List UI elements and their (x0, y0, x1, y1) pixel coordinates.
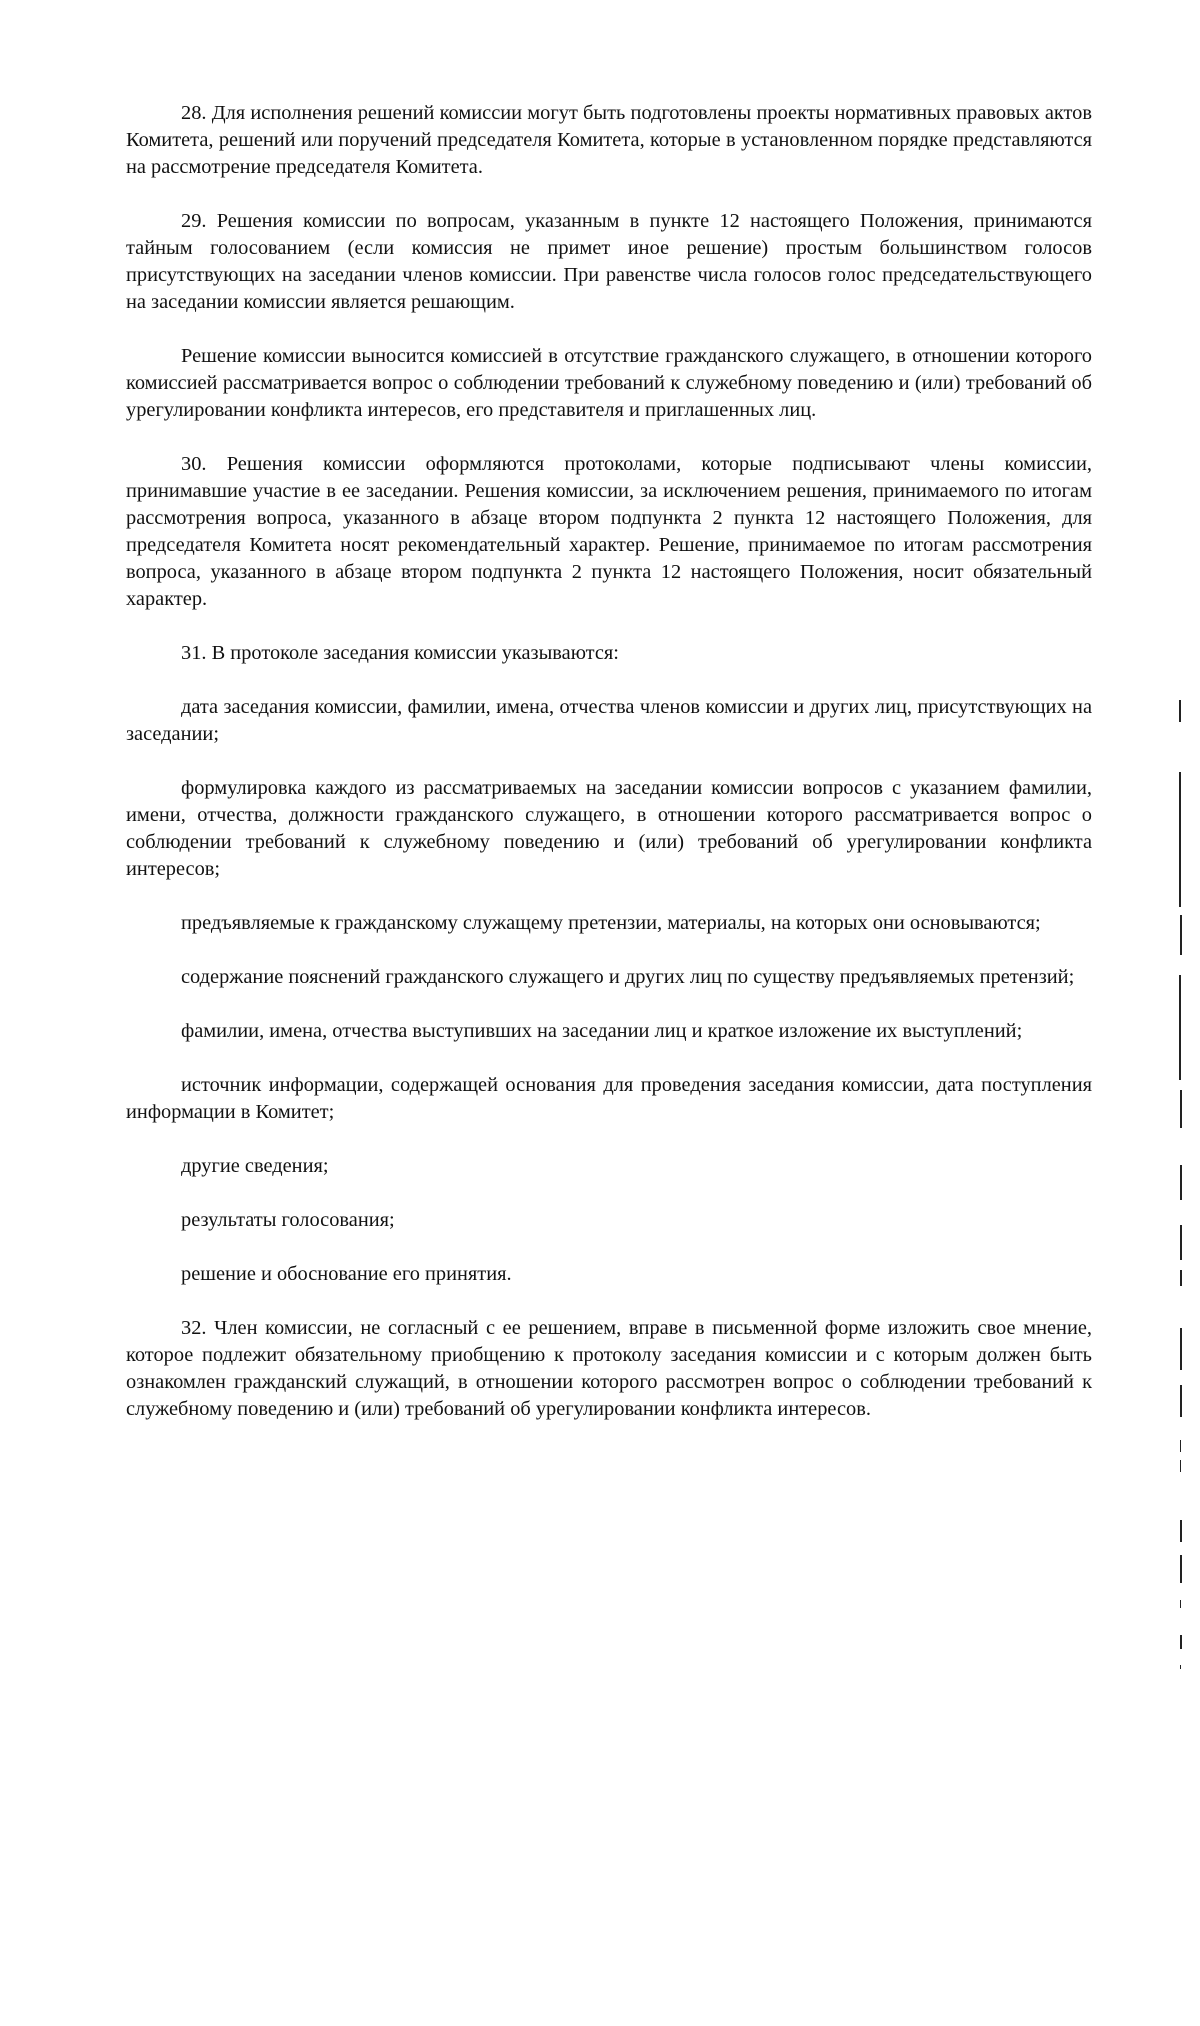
scan-mark (1180, 1090, 1182, 1128)
scan-mark (1179, 772, 1181, 907)
paragraph-30: 30. Решения комиссии оформляются протоколами, которые подписывают члены комиссии, принимавшие участие в ее заседании. Решения комиссии, за исключением решения, принимаемого по итогам рассмотрения вопроса, указанного в абзаце втором подпункта 2 пункта 12 настоящего Положения, для председателя Комитета носят рекомендательный характер. Решение, принимаемое по итогам рассмотрения вопроса, указанного в абзаце втором подпункта 2 пункта 12 настоящего Положения, носит обязательный характер. (126, 453, 1092, 610)
list-item-question-wording: формулировка каждого из рассматриваемых на заседании комиссии вопросов с указанием фамилии, имени, отчества, должности гражданского служащего, в отношении которого рассматривается вопрос о соблюдении требований к служебному поведению и (или) требований об урегулировании конфликта интересов; (126, 777, 1092, 880)
scan-mark (1180, 1635, 1182, 1649)
paragraph-32: 32. Член комиссии, не согласный с ее решением, вправе в письменной форме изложить свое мнение, которое подлежит обязательному приобщению к протоколу заседания комиссии и с которым должен быть ознакомлен гражданский служащий, в отношении которого рассмотрен вопрос о соблюдении требований к служебному поведению и (или) требований об урегулировании конфликта интересов. (126, 1317, 1092, 1420)
scan-mark (1180, 1460, 1181, 1472)
scan-mark (1180, 1520, 1182, 1542)
scan-mark (1180, 1385, 1182, 1417)
paragraph-29-decision: Решение комиссии выносится комиссией в отсутствие гражданского служащего, в отношении которого комиссией рассматривается вопрос о соблюдении требований к служебному поведению и (или) требований об урегулировании конфликта интересов, его представителя и приглашенных лиц. (126, 345, 1092, 421)
list-item-explanations: содержание пояснений гражданского служащего и других лиц по существу предъявляемых претензий; (181, 966, 1075, 988)
scan-mark (1180, 1600, 1181, 1608)
scan-mark (1179, 975, 1181, 1080)
paragraph-31: 31. В протоколе заседания комиссии указываются: (181, 642, 619, 664)
document-body (126, 100, 1092, 1450)
list-item-claims: предъявляемые к гражданскому служащему претензии, материалы, на которых они основываются; (181, 912, 1041, 934)
paragraph-29: 29. Решения комиссии по вопросам, указанным в пункте 12 настоящего Положения, принимаются тайным голосованием (если комиссия не примет иное решение) простым большинством голосов присутствующих на заседании членов комиссии. При равенстве числа голосов голос председательствующего на заседании комиссии является решающим. (126, 210, 1092, 313)
list-item-other-info: другие сведения; (181, 1155, 329, 1177)
paragraph-28: 28. Для исполнения решений комиссии могут быть подготовлены проекты нормативных правовых актов Комитета, решений или поручений председателя Комитета, которые в установленном порядке представляются на рассмотрение председателя Комитета. (126, 102, 1092, 178)
list-item-meeting-date: дата заседания комиссии, фамилии, имена, отчества членов комиссии и других лиц, присутствующих на заседании; (126, 696, 1092, 745)
scan-mark (1180, 1225, 1182, 1260)
scan-mark (1180, 1328, 1182, 1370)
scan-mark (1180, 915, 1182, 955)
scan-mark (1180, 1665, 1181, 1669)
scan-mark (1179, 700, 1181, 722)
scan-mark (1180, 1270, 1182, 1286)
scan-mark (1180, 1440, 1181, 1452)
list-item-decision: решение и обоснование его принятия. (181, 1263, 512, 1285)
scan-mark (1180, 1555, 1182, 1583)
list-item-voting-results: результаты голосования; (181, 1209, 395, 1231)
list-item-speakers: фамилии, имена, отчества выступивших на заседании лиц и краткое изложение их выступлений; (181, 1020, 1023, 1042)
list-item-info-source: источник информации, содержащей основания для проведения заседания комиссии, дата поступления информации в Комитет; (126, 1074, 1092, 1123)
scan-mark (1180, 1165, 1182, 1200)
